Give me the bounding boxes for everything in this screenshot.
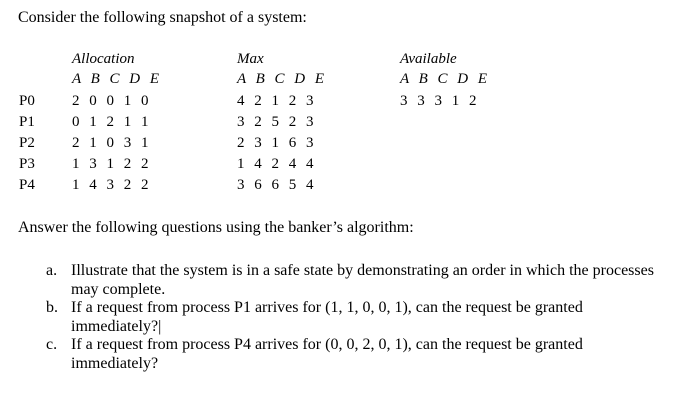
allocation-title: Allocation — [72, 51, 135, 67]
max-values: 3 6 6 5 4 — [237, 177, 317, 193]
allocation-header: A B C D E — [72, 71, 163, 87]
question-marker: c. — [46, 336, 58, 353]
question-text: If a request from process P1 arrives for (1, 1, 0, 0, 1), can the request be granted immediately?| — [71, 299, 583, 335]
question-text: Illustrate that the system is in a safe state by demonstrating an order in which the processes may complete. — [71, 262, 654, 298]
allocation-values: 0 1 2 1 1 — [72, 114, 152, 130]
question-item — [42, 262, 668, 299]
max-header: A B C D E — [237, 71, 328, 87]
max-title: Max — [237, 51, 264, 67]
max-values: 1 4 2 4 4 — [237, 156, 317, 172]
questions-list — [42, 262, 668, 373]
allocation-values: 1 4 3 2 2 — [72, 177, 152, 193]
process-label: P3 — [19, 156, 35, 172]
question-item — [42, 336, 668, 373]
process-label: P0 — [19, 93, 35, 109]
max-values: 3 2 5 2 3 — [237, 114, 317, 130]
question-marker: b. — [46, 299, 58, 316]
max-values: 2 3 1 6 3 — [237, 135, 317, 151]
question-item — [42, 299, 668, 336]
question-marker: a. — [46, 262, 58, 279]
allocation-values: 2 1 0 3 1 — [72, 135, 152, 151]
available-title: Available — [400, 51, 457, 67]
questions-title: Answer the following questions using the banker’s algorithm: — [18, 219, 414, 236]
process-label: P2 — [19, 135, 35, 151]
available-header: A B C D E — [400, 71, 491, 87]
process-label: P1 — [19, 114, 35, 130]
available-values: 3 3 3 1 2 — [400, 93, 480, 109]
process-label: P4 — [19, 177, 35, 193]
question-text: If a request from process P4 arrives for (0, 0, 2, 0, 1), can the request be granted immediately? — [71, 336, 583, 372]
allocation-values: 2 0 0 1 0 — [72, 93, 152, 109]
max-values: 4 2 1 2 3 — [237, 93, 317, 109]
intro-text: Consider the following snapshot of a system: — [18, 9, 307, 26]
allocation-values: 1 3 1 2 2 — [72, 156, 152, 172]
